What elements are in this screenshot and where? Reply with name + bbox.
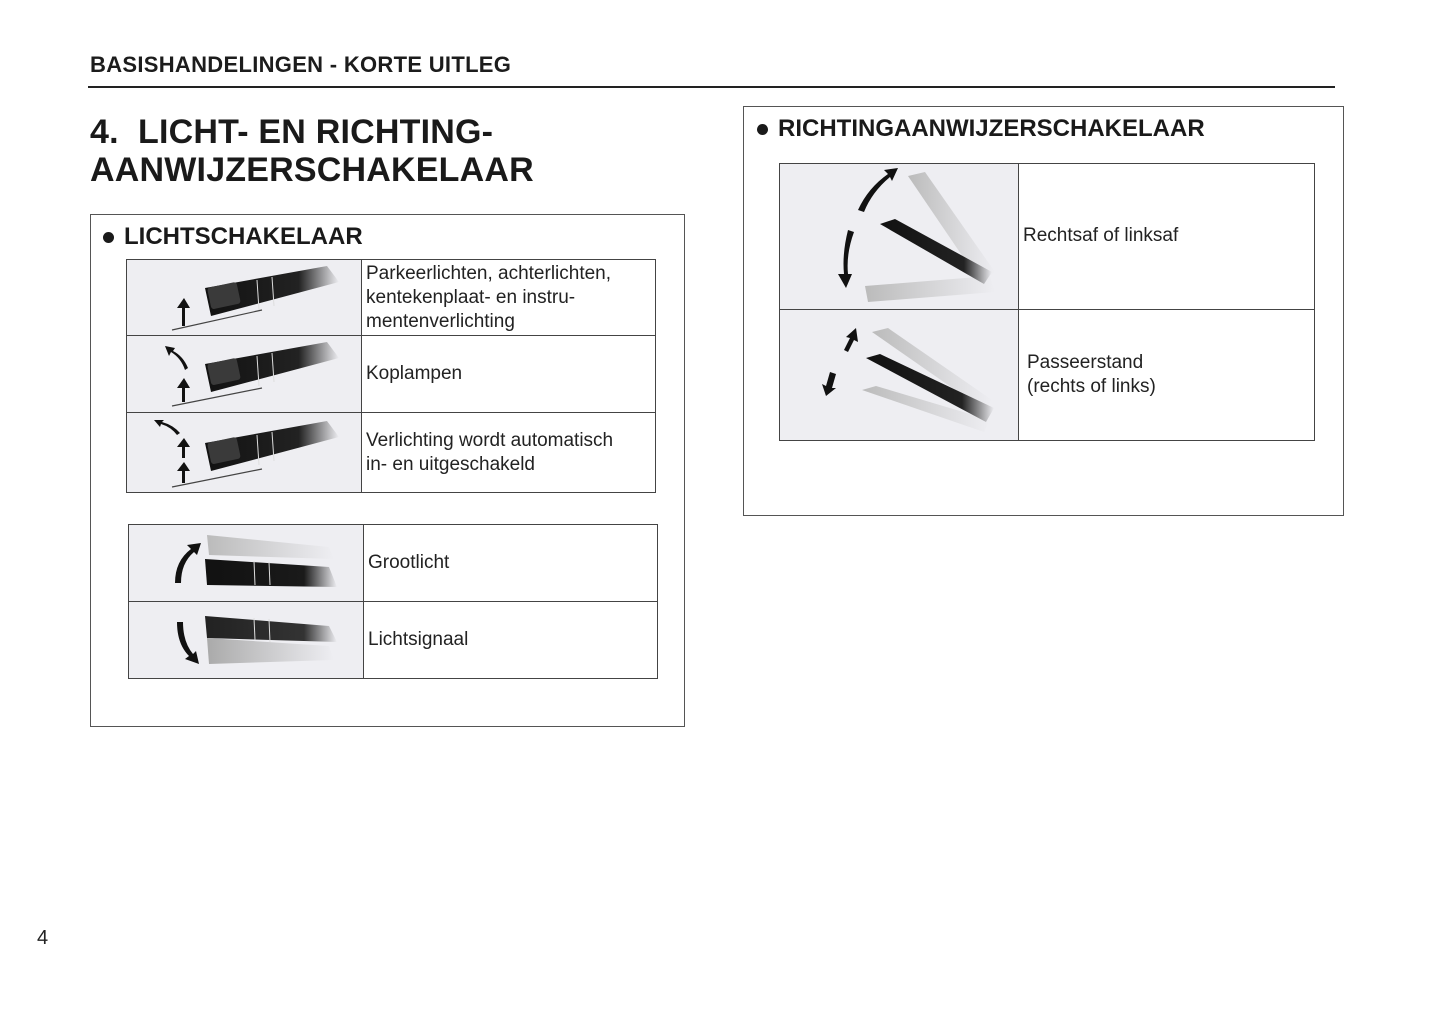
light-mode-description [362, 260, 656, 336]
light-mode-description [362, 413, 656, 493]
turn-signal-heading [757, 115, 1205, 143]
text-line: kentekenplaat- en instru- [366, 286, 576, 308]
lever-up-down-partial-icon [780, 310, 1019, 441]
turn-signal-table [779, 163, 1315, 441]
beam-table [128, 524, 658, 679]
text-line: Verlichting wordt automatisch [366, 429, 614, 451]
text-line: Grootlicht [368, 552, 450, 573]
lever-up-down-full-icon [780, 164, 1019, 310]
page-number: 4 [37, 927, 49, 949]
chapter-title-line-1: 4. LICHT- EN RICHTING- [90, 113, 494, 151]
chapter-title-line-2: AANWIJZERSCHAKELAAR [90, 151, 534, 189]
table-row [780, 164, 1315, 310]
lever-rotate-two-steps-icon [127, 336, 362, 413]
table-row [127, 413, 656, 493]
table-row [127, 260, 656, 336]
text-line: mentenverlichting [366, 310, 515, 332]
beam-mode-description [364, 525, 658, 602]
light-switch-title: LICHTSCHAKELAAR [124, 223, 363, 250]
text-line: Lichtsignaal [368, 629, 469, 650]
table-row [780, 310, 1315, 441]
turn-signal-panel [743, 106, 1344, 516]
text-line: Koplampen [366, 363, 463, 384]
turn-signal-title: RICHTINGAANWIJZERSCHAKELAAR [778, 115, 1205, 142]
lever-push-forward-icon [129, 525, 364, 602]
light-switch-table [126, 259, 656, 493]
table-row [129, 602, 658, 679]
light-mode-description [362, 336, 656, 413]
lever-pull-back-icon [129, 602, 364, 679]
text-line: Passeerstand [1027, 352, 1144, 373]
bullet-icon [757, 124, 768, 135]
lever-rotate-three-steps-icon [127, 413, 362, 493]
text-line: Rechtsaf of linksaf [1023, 225, 1179, 246]
text-line: in- en uitgeschakeld [366, 453, 535, 475]
lever-rotate-one-step-icon [127, 260, 362, 336]
text-line: Parkeerlichten, achterlichten, [366, 262, 612, 284]
bullet-icon [103, 232, 114, 243]
beam-mode-description [364, 602, 658, 679]
table-row [129, 525, 658, 602]
header-divider [88, 86, 1335, 88]
light-switch-panel [90, 214, 685, 727]
turn-signal-description [1019, 310, 1315, 441]
table-row [127, 336, 656, 413]
light-switch-heading [103, 223, 363, 251]
turn-signal-description [1019, 164, 1315, 310]
text-line: (rechts of links) [1027, 376, 1156, 397]
section-header: BASISHANDELINGEN - KORTE UITLEG [90, 52, 512, 77]
chapter-title [90, 113, 534, 189]
